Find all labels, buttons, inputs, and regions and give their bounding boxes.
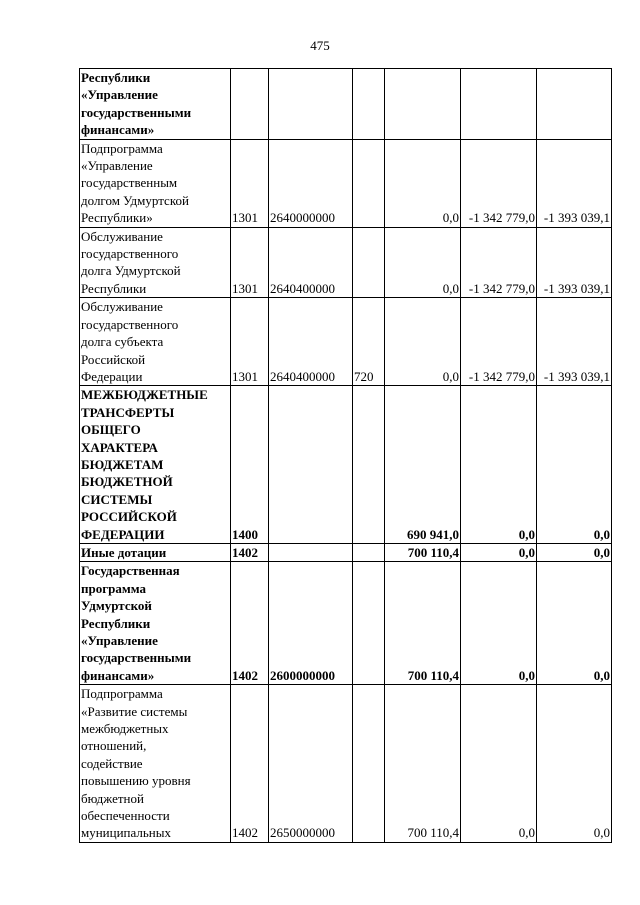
row-name-line: Иные дотации bbox=[81, 544, 167, 560]
row-name bbox=[80, 69, 231, 140]
row-name bbox=[80, 685, 231, 843]
table-row bbox=[80, 562, 612, 685]
row-name-line: государственным bbox=[81, 175, 178, 191]
table-row bbox=[80, 69, 612, 140]
expense-type-code bbox=[353, 562, 385, 685]
amount-year-2: 0,0 bbox=[461, 685, 537, 843]
section-code: 1400 bbox=[231, 386, 269, 544]
target-article-code: 2600000000 bbox=[269, 562, 353, 685]
table-row bbox=[80, 227, 612, 298]
target-article-code bbox=[269, 543, 353, 561]
target-article-code: 2640400000 bbox=[269, 227, 353, 298]
row-name-line: СИСТЕМЫ bbox=[81, 491, 153, 507]
row-name-line: повышению уровня bbox=[81, 773, 191, 789]
table-body bbox=[80, 69, 612, 843]
row-name bbox=[80, 562, 231, 685]
section-code: 1402 bbox=[231, 562, 269, 685]
amount-year-2 bbox=[461, 69, 537, 140]
row-name-line: «Управление bbox=[81, 87, 158, 103]
row-name bbox=[80, 139, 231, 227]
row-name-line: Обслуживание bbox=[81, 299, 163, 315]
row-name-line: ТРАНСФЕРТЫ bbox=[81, 404, 175, 420]
amount-year-3: 0,0 bbox=[537, 562, 612, 685]
row-name-line: БЮДЖЕТНОЙ bbox=[81, 474, 173, 490]
amount-year-2: 0,0 bbox=[461, 386, 537, 544]
row-name-line: Государственная bbox=[81, 563, 180, 579]
row-name-line: Республики bbox=[81, 70, 151, 85]
row-name-line: БЮДЖЕТАМ bbox=[81, 456, 164, 472]
row-name-line: ФЕДЕРАЦИИ bbox=[81, 526, 165, 542]
target-article-code bbox=[269, 69, 353, 140]
row-name-line: содействие bbox=[81, 755, 143, 771]
row-name-line: финансами» bbox=[81, 667, 155, 683]
row-name-line: МЕЖБЮДЖЕТНЫЕ bbox=[81, 387, 208, 403]
row-name-line: Обслуживание bbox=[81, 228, 163, 244]
amount-year-3 bbox=[537, 69, 612, 140]
expense-type-code bbox=[353, 685, 385, 843]
amount-year-2: -1 342 779,0 bbox=[461, 227, 537, 298]
row-name-line: государственными bbox=[81, 650, 192, 666]
row-name-line: Республики» bbox=[81, 210, 153, 226]
row-name-line: «Управление bbox=[81, 158, 153, 174]
expense-type-code bbox=[353, 386, 385, 544]
row-name-line: Российской bbox=[81, 351, 146, 367]
amount-year-1: 0,0 bbox=[385, 227, 461, 298]
row-name bbox=[80, 227, 231, 298]
row-name-line: «Управление bbox=[81, 633, 158, 648]
section-code: 1301 bbox=[231, 139, 269, 227]
row-name-line: межбюджетных bbox=[81, 721, 169, 737]
row-name bbox=[80, 543, 231, 561]
expense-type-code bbox=[353, 543, 385, 561]
row-name-line: долгом Удмуртской bbox=[81, 192, 189, 208]
amount-year-1: 700 110,4 bbox=[385, 562, 461, 685]
page-number: 475 bbox=[310, 38, 330, 53]
amount-year-3: 0,0 bbox=[537, 386, 612, 544]
row-name-line: ХАРАКТЕРА bbox=[81, 439, 158, 455]
amount-year-2: 0,0 bbox=[461, 543, 537, 561]
row-name-line: обеспеченности bbox=[81, 808, 170, 824]
table-row bbox=[80, 386, 612, 544]
amount-year-1 bbox=[385, 69, 461, 140]
row-name-line: отношений, bbox=[81, 738, 147, 754]
row-name-line: Удмуртской bbox=[81, 598, 152, 614]
target-article-code: 2640400000 bbox=[269, 298, 353, 386]
amount-year-2: 0,0 bbox=[461, 562, 537, 685]
row-name bbox=[80, 298, 231, 386]
expense-type-code bbox=[353, 69, 385, 140]
expense-type-code bbox=[353, 227, 385, 298]
target-article-code bbox=[269, 386, 353, 544]
budget-table bbox=[79, 68, 612, 843]
row-name-line: Подпрограмма bbox=[81, 686, 163, 702]
row-name-line: Республики bbox=[81, 615, 151, 631]
amount-year-1: 0,0 bbox=[385, 139, 461, 227]
row-name-line: ОБЩЕГО bbox=[81, 422, 141, 438]
table-row bbox=[80, 685, 612, 843]
row-name-line: Федерации bbox=[81, 368, 143, 384]
amount-year-3: -1 393 039,1 bbox=[537, 227, 612, 298]
row-name-line: финансами» bbox=[81, 122, 155, 138]
amount-year-3: 0,0 bbox=[537, 685, 612, 843]
row-name-line: РОССИЙСКОЙ bbox=[81, 509, 177, 525]
row-name bbox=[80, 386, 231, 544]
row-name-line: муниципальных bbox=[81, 825, 172, 841]
amount-year-1: 690 941,0 bbox=[385, 386, 461, 544]
amount-year-3: 0,0 bbox=[537, 543, 612, 561]
row-name-line: Республики bbox=[81, 280, 147, 296]
section-code: 1301 bbox=[231, 227, 269, 298]
row-name-line: программа bbox=[81, 580, 146, 596]
table-row bbox=[80, 298, 612, 386]
section-code: 1402 bbox=[231, 543, 269, 561]
row-name-line: Подпрограмма bbox=[81, 140, 163, 156]
row-name-line: долга Удмуртской bbox=[81, 263, 181, 279]
row-name-line: государственного bbox=[81, 316, 179, 332]
amount-year-3: -1 393 039,1 bbox=[537, 298, 612, 386]
table-row bbox=[80, 543, 612, 561]
section-code: 1301 bbox=[231, 298, 269, 386]
amount-year-1: 0,0 bbox=[385, 298, 461, 386]
target-article-code: 2650000000 bbox=[269, 685, 353, 843]
row-name-line: бюджетной bbox=[81, 790, 144, 806]
expense-type-code: 720 bbox=[353, 298, 385, 386]
amount-year-1: 700 110,4 bbox=[385, 543, 461, 561]
table-row bbox=[80, 139, 612, 227]
expense-type-code bbox=[353, 139, 385, 227]
row-name-line: государственного bbox=[81, 246, 179, 262]
row-name-line: государственными bbox=[81, 104, 192, 120]
row-name-line: долга субъекта bbox=[81, 334, 164, 350]
amount-year-3: -1 393 039,1 bbox=[537, 139, 612, 227]
row-name-line: «Развитие системы bbox=[81, 703, 188, 719]
target-article-code: 2640000000 bbox=[269, 139, 353, 227]
section-code bbox=[231, 69, 269, 140]
section-code: 1402 bbox=[231, 685, 269, 843]
amount-year-2: -1 342 779,0 bbox=[461, 139, 537, 227]
amount-year-1: 700 110,4 bbox=[385, 685, 461, 843]
amount-year-2: -1 342 779,0 bbox=[461, 298, 537, 386]
